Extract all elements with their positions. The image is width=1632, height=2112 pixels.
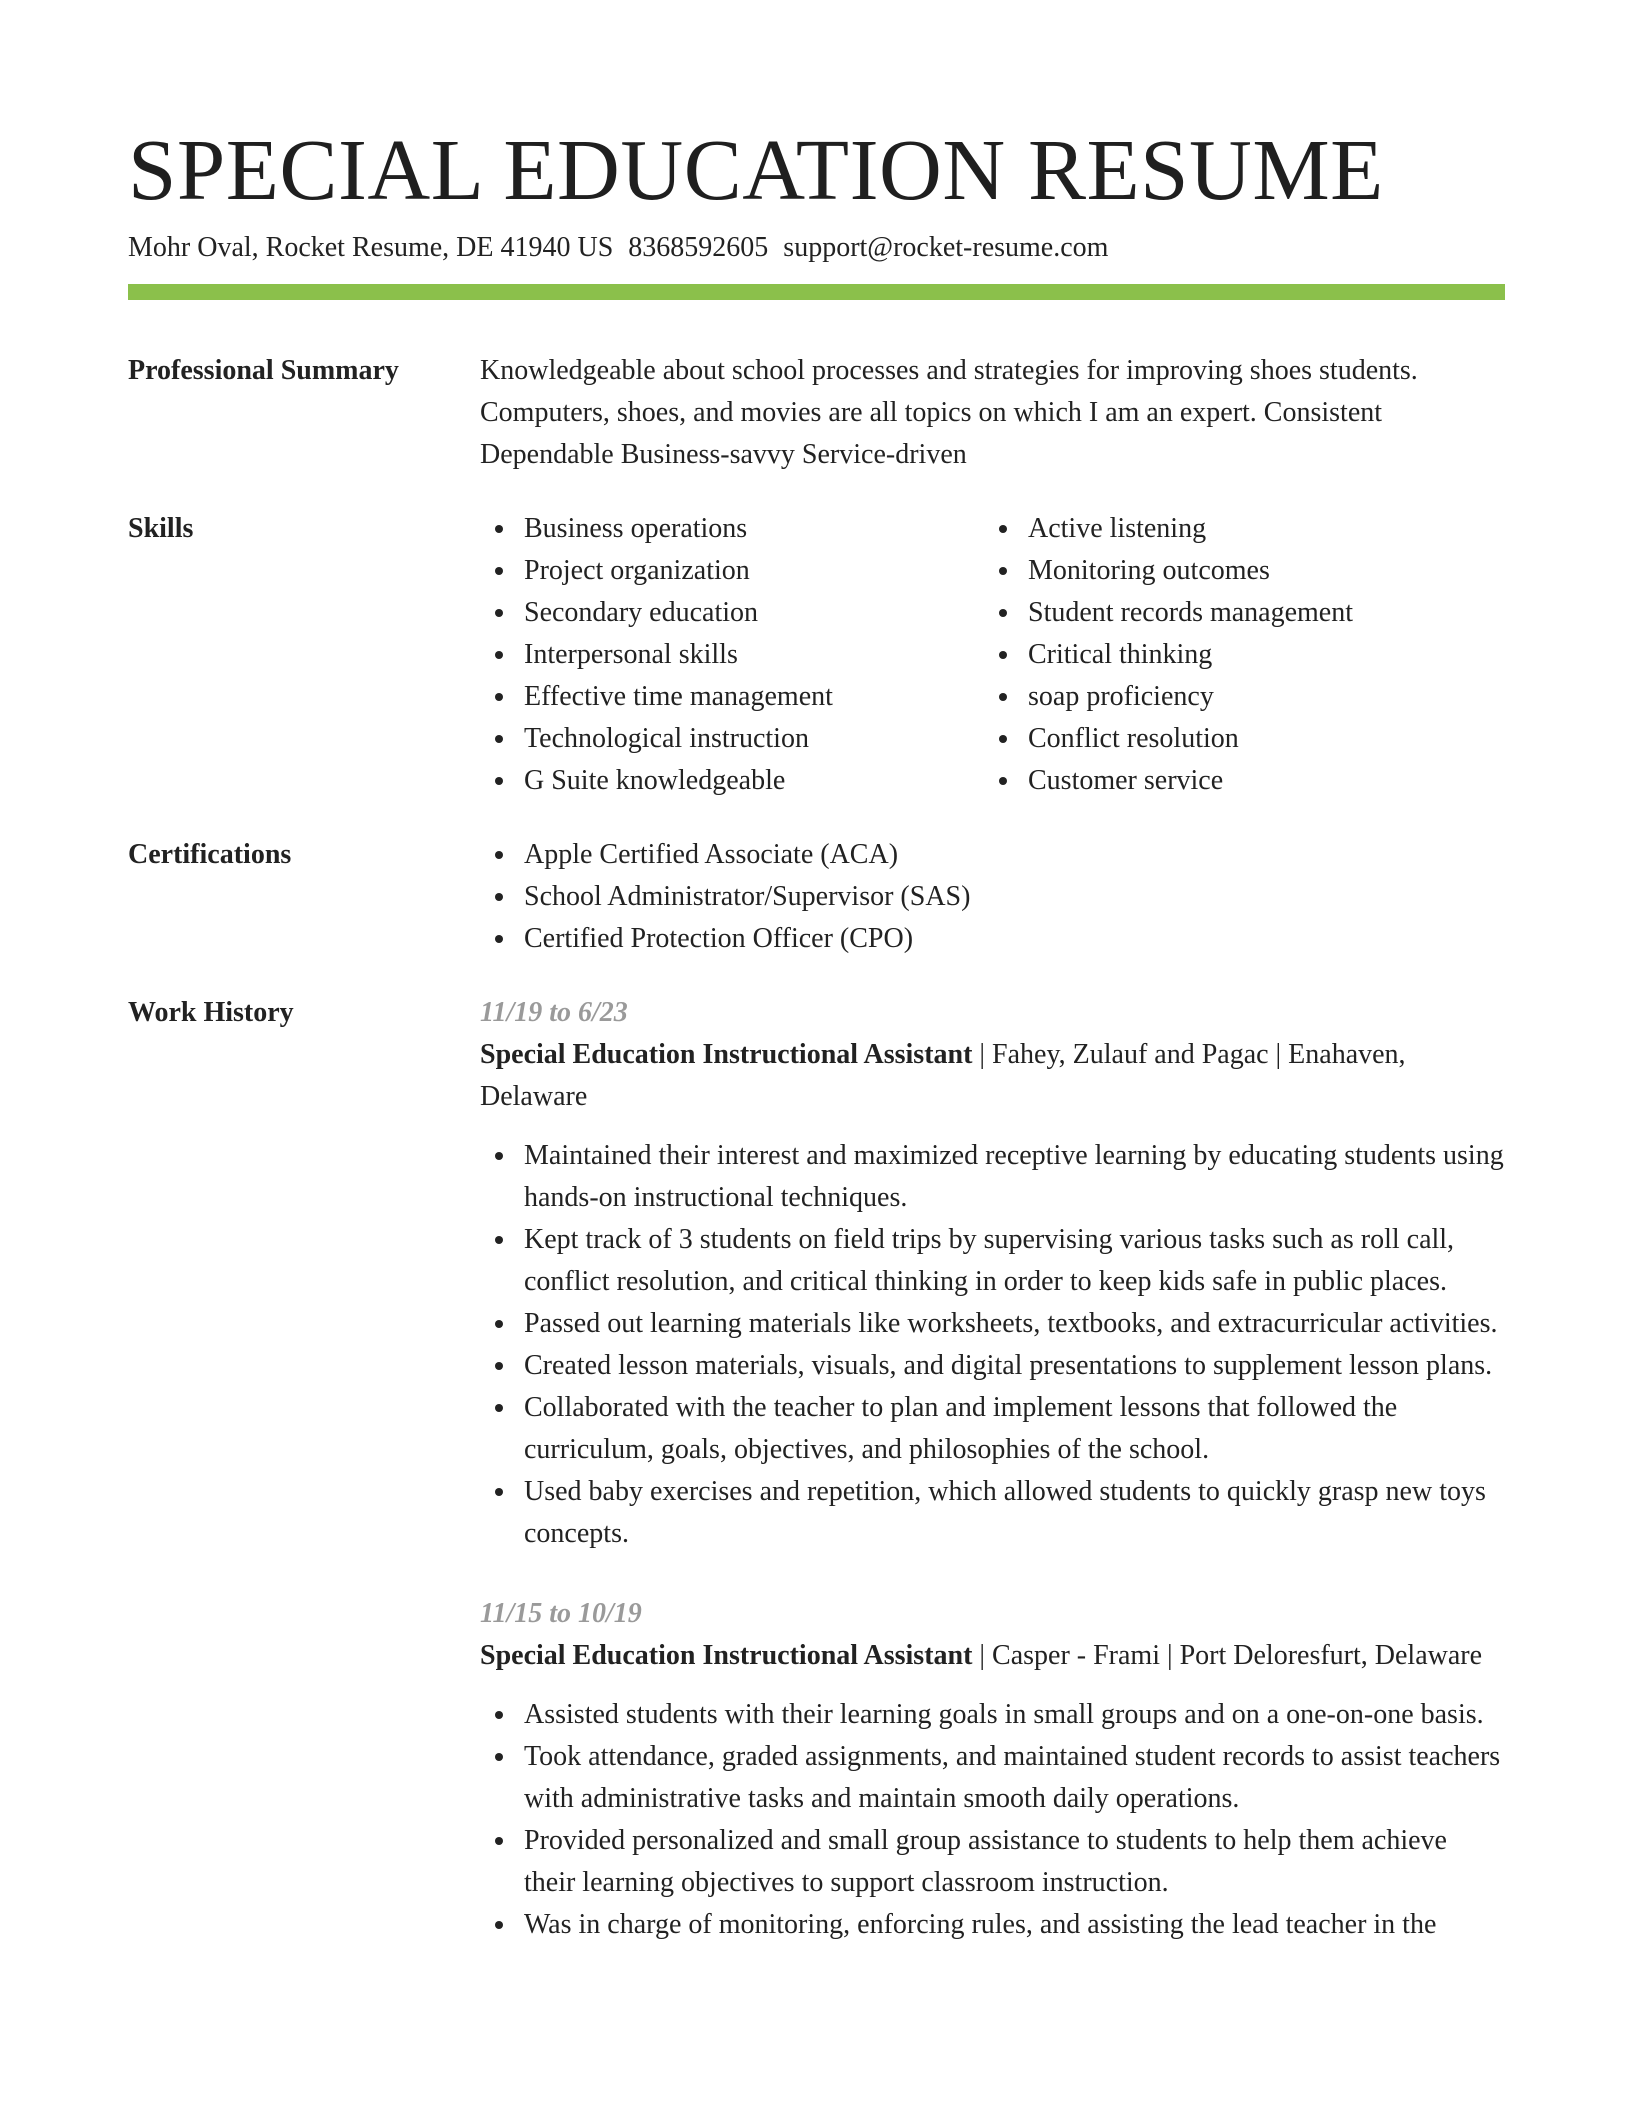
work-history-list — [480, 992, 1505, 1946]
skill-item: Effective time management — [480, 676, 984, 718]
job-dates: 11/15 to 10/19 — [480, 1598, 642, 1629]
resume-title: SPECIAL EDUCATION RESUME — [128, 121, 1384, 218]
certifications-list — [480, 834, 1505, 960]
skills-list-left — [480, 508, 984, 802]
skill-item: Conflict resolution — [984, 718, 1353, 760]
skill-item: Critical thinking — [984, 634, 1353, 676]
skill-item: Customer service — [984, 760, 1353, 802]
skill-item: Student records management — [984, 592, 1353, 634]
section-work-history — [128, 992, 1505, 1946]
resume-page — [128, 120, 1505, 1946]
job-details: | Fahey, Zulauf and Pagac | Enahaven, Delaware — [480, 1039, 1406, 1112]
contact-phone: 8368592605 — [628, 232, 769, 263]
job-bullet: Collaborated with the teacher to plan and implement lessons that followed the curriculum, goals, objectives, and philosophies of the school. — [480, 1387, 1505, 1471]
certification-item: Certified Protection Officer (CPO) — [480, 918, 1505, 960]
job-role: Special Education Instructional Assistant — [480, 1039, 973, 1070]
job-bullet: Passed out learning materials like worksheets, textbooks, and extracurricular activities. — [480, 1303, 1505, 1345]
skill-item: Interpersonal skills — [480, 634, 984, 676]
job-bullet: Used baby exercises and repetition, which allowed students to quickly grasp new toys concepts. — [480, 1471, 1505, 1555]
skills-grid — [480, 508, 1505, 802]
contact-address: Mohr Oval, Rocket Resume, DE 41940 US — [128, 232, 614, 263]
job-entry — [480, 1593, 1505, 1946]
section-label-summary: Professional Summary — [128, 355, 399, 386]
section-skills — [128, 508, 1505, 802]
job-header — [480, 1635, 1505, 1677]
skill-item: soap proficiency — [984, 676, 1353, 718]
section-professional-summary — [128, 350, 1505, 476]
skills-list-right — [984, 508, 1353, 802]
contact-email: support@rocket-resume.com — [783, 232, 1109, 263]
section-label-skills: Skills — [128, 513, 194, 544]
job-bullet: Provided personalized and small group assistance to students to help them achieve their learning objectives to support classroom instruction. — [480, 1820, 1505, 1904]
skill-item: Business operations — [480, 508, 984, 550]
skill-item: Secondary education — [480, 592, 984, 634]
section-label-certifications: Certifications — [128, 839, 292, 870]
skill-item: Active listening — [984, 508, 1353, 550]
section-label-work-history: Work History — [128, 997, 294, 1028]
header-divider — [128, 284, 1505, 300]
job-bullet: Took attendance, graded assignments, and maintained student records to assist teachers with administrative tasks and maintain smooth daily operations. — [480, 1736, 1505, 1820]
summary-text: Knowledgeable about school processes and strategies for improving shoes students. Computers, shoes, and movies are all topics on which I am an expert. Consistent Dependable Business-savvy Service-driven — [480, 355, 1418, 470]
job-bullet: Assisted students with their learning goals in small groups and on a one-on-one basis. — [480, 1694, 1505, 1736]
skill-item: G Suite knowledgeable — [480, 760, 984, 802]
job-bullets — [480, 1694, 1505, 1946]
section-certifications — [128, 834, 1505, 960]
contact-line — [128, 230, 1505, 266]
job-bullet: Created lesson materials, visuals, and digital presentations to supplement lesson plans. — [480, 1345, 1505, 1387]
job-role: Special Education Instructional Assistant — [480, 1640, 973, 1671]
job-details: | Casper - Frami | Port Deloresfurt, Delaware — [972, 1640, 1483, 1671]
job-bullet: Maintained their interest and maximized receptive learning by educating students using hands-on instructional techniques. — [480, 1135, 1505, 1219]
certification-item: School Administrator/Supervisor (SAS) — [480, 876, 1505, 918]
skill-item: Project organization — [480, 550, 984, 592]
job-entry — [480, 992, 1505, 1555]
job-bullets — [480, 1135, 1505, 1555]
skill-item: Technological instruction — [480, 718, 984, 760]
job-header — [480, 1034, 1505, 1118]
certification-item: Apple Certified Associate (ACA) — [480, 834, 1505, 876]
job-dates: 11/19 to 6/23 — [480, 997, 628, 1028]
job-bullet: Kept track of 3 students on field trips by supervising various tasks such as roll call, conflict resolution, and critical thinking in order to keep kids safe in public places. — [480, 1219, 1505, 1303]
skill-item: Monitoring outcomes — [984, 550, 1353, 592]
job-bullet: Was in charge of monitoring, enforcing rules, and assisting the lead teacher in the — [480, 1904, 1505, 1946]
